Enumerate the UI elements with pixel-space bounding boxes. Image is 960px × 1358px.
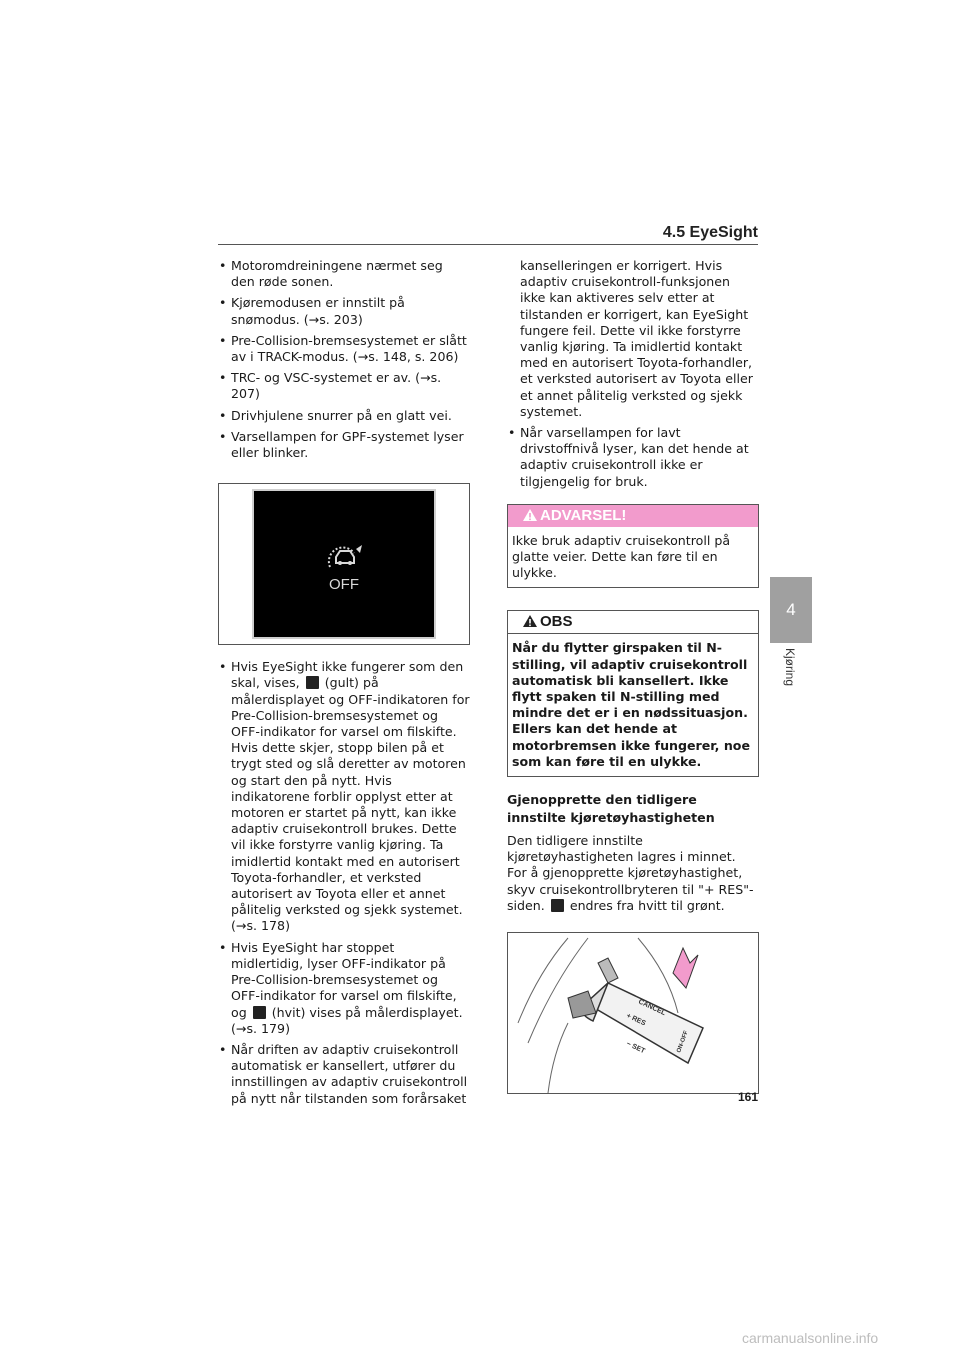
list-item-text: (hvit) vises på målerdisplayet. (→s. 179) xyxy=(231,1004,463,1036)
list-item xyxy=(218,940,470,1037)
right-column xyxy=(507,258,759,1094)
list-item: • Kjøremodusen er innstilt på snømodus. (→s. 203) xyxy=(218,295,470,327)
paused-indicator-icon xyxy=(253,1006,266,1019)
off-label: OFF xyxy=(329,576,359,594)
left-column xyxy=(218,258,470,1112)
list-item-text: (gult) på målerdisplayet og OFF-indikatoren for Pre-Collision-bremsesystemet og OFF-indikator for varsel om filskifte. Hvis dette skjer, stopp bilen på et trygt sted og slå deretter av motoren og start den på nytt. Hvis indikatorene forblir opplyst etter at motoren er startet på nytt, kan ikke adaptiv cruisekontroll brukes. Dette vil ikke forstyrre vanlig kjøring. Ta imidlertid kontakt med en autorisert Toyota-forhandler, et verksted autorisert av Toyota eller et annet pålitelig verksted og sjekk systemet. (→s. 178) xyxy=(231,675,470,934)
warning-box xyxy=(507,504,759,589)
notice-triangle-icon xyxy=(522,614,538,628)
section-title: 4.5 EyeSight xyxy=(662,224,758,241)
list-item-text: Hvis EyeSight har stoppet midlertidig, lyser OFF-indikator på Pre-Collision-bremsesystemet og OFF-indikator for varsel om filskifte, og xyxy=(231,939,457,1020)
list-item: • Når driften av adaptiv cruisekontroll automatisk er kansellert, utfører du innstillingen av adaptiv cruisekontroll på nytt når tilstanden som forårsaket xyxy=(218,1042,470,1107)
warning-title: ADVARSEL! xyxy=(540,506,627,524)
lever-label-res: + RES xyxy=(625,1012,647,1028)
page-number: 161 xyxy=(737,1090,758,1104)
header-rule xyxy=(218,244,758,245)
lever-label-on-off: ON-OFF xyxy=(676,1030,690,1054)
continued-text: kanselleringen er korrigert. Hvis adaptiv cruisekontroll-funksjonen ikke kan aktiveres selv etter at tilstanden er korrigert, kan EyeSight fungere feil. Dette vil ikke forstyrre vanlig kjøring. Ta imidlertid kontakt med en autorisert Toyota-forhandler, et verksted autorisert av Toyota eller et annet pålitelig verksted og sjekk systemet. xyxy=(520,258,753,419)
notice-header xyxy=(508,611,758,634)
list-item: • Motoromdreiningene nærmet seg den røde sonen. xyxy=(218,258,470,290)
chapter-label: Kjøring xyxy=(783,648,797,687)
chapter-tab[interactable]: 4 xyxy=(770,577,812,643)
warning-indicator-icon xyxy=(306,676,319,689)
warning-text: Ikke bruk adaptiv cruisekontroll på glatte veier. Dette kan føre til en ulykke. xyxy=(512,532,731,581)
warning-triangle-icon xyxy=(522,508,538,522)
lever-label-set: − SET xyxy=(625,1040,646,1056)
notice-box xyxy=(507,610,759,777)
list-item: • Pre-Collision-bremsesystemet er slått av i TRACK-modus. (→s. 148, s. 206) xyxy=(218,333,470,365)
body-paragraph xyxy=(507,833,759,914)
subheading: Gjenopprette den tidligere innstilte kjøretøyhastigheten xyxy=(507,792,715,826)
cruise-lever-illustration xyxy=(508,933,758,1093)
fuel-list xyxy=(507,425,759,490)
notice-text: Når du flytter girspaken til N-stilling, vil adaptiv cruisekontroll automatisk bli kansellert. Ikke flytt spaken til N-stilling med mindre det er i en nødssituasjon. Ellers kan det hende at motorbremsen ikke fungerer, noe som kan føre til en ulykke. xyxy=(512,640,750,769)
cruise-lever-figure xyxy=(507,932,759,1094)
display-screen xyxy=(252,489,436,639)
list-item: • TRC- og VSC-systemet er av. (→s. 207) xyxy=(218,370,470,402)
list-item-text: Hvis EyeSight ikke fungerer som den skal, vises, xyxy=(231,659,464,691)
lever-label-cancel: CANCEL xyxy=(637,998,667,1018)
list-item: • Drivhjulene snurrer på en glatt vei. xyxy=(218,408,470,424)
list-item xyxy=(218,659,470,934)
cruise-indicator-icon xyxy=(551,899,564,912)
status-list xyxy=(218,659,470,1106)
list-item: • Når varsellampen for lavt drivstoffnivå lyser, kan det hende at adaptiv cruisekontroll ikke er tilgjengelig for bruk. xyxy=(507,425,759,490)
condition-list xyxy=(218,258,470,461)
warning-header xyxy=(508,505,758,527)
paragraph-text: endres fra hvitt til grønt. xyxy=(569,897,725,913)
meter-display-figure xyxy=(218,483,470,645)
paragraph-text: Den tidligere innstilte kjøretøyhastigheten lagres i minnet. For å gjenopprette kjøretøyhastighet, skyv cruisekontrollbryteren til "+ RES"-siden. xyxy=(507,833,754,913)
watermark: carmanualsonline.info xyxy=(742,1330,879,1346)
cruise-off-icon xyxy=(324,543,368,573)
notice-title: OBS xyxy=(540,613,573,631)
list-item: • Varsellampen for GPF-systemet lyser eller blinker. xyxy=(218,429,470,461)
